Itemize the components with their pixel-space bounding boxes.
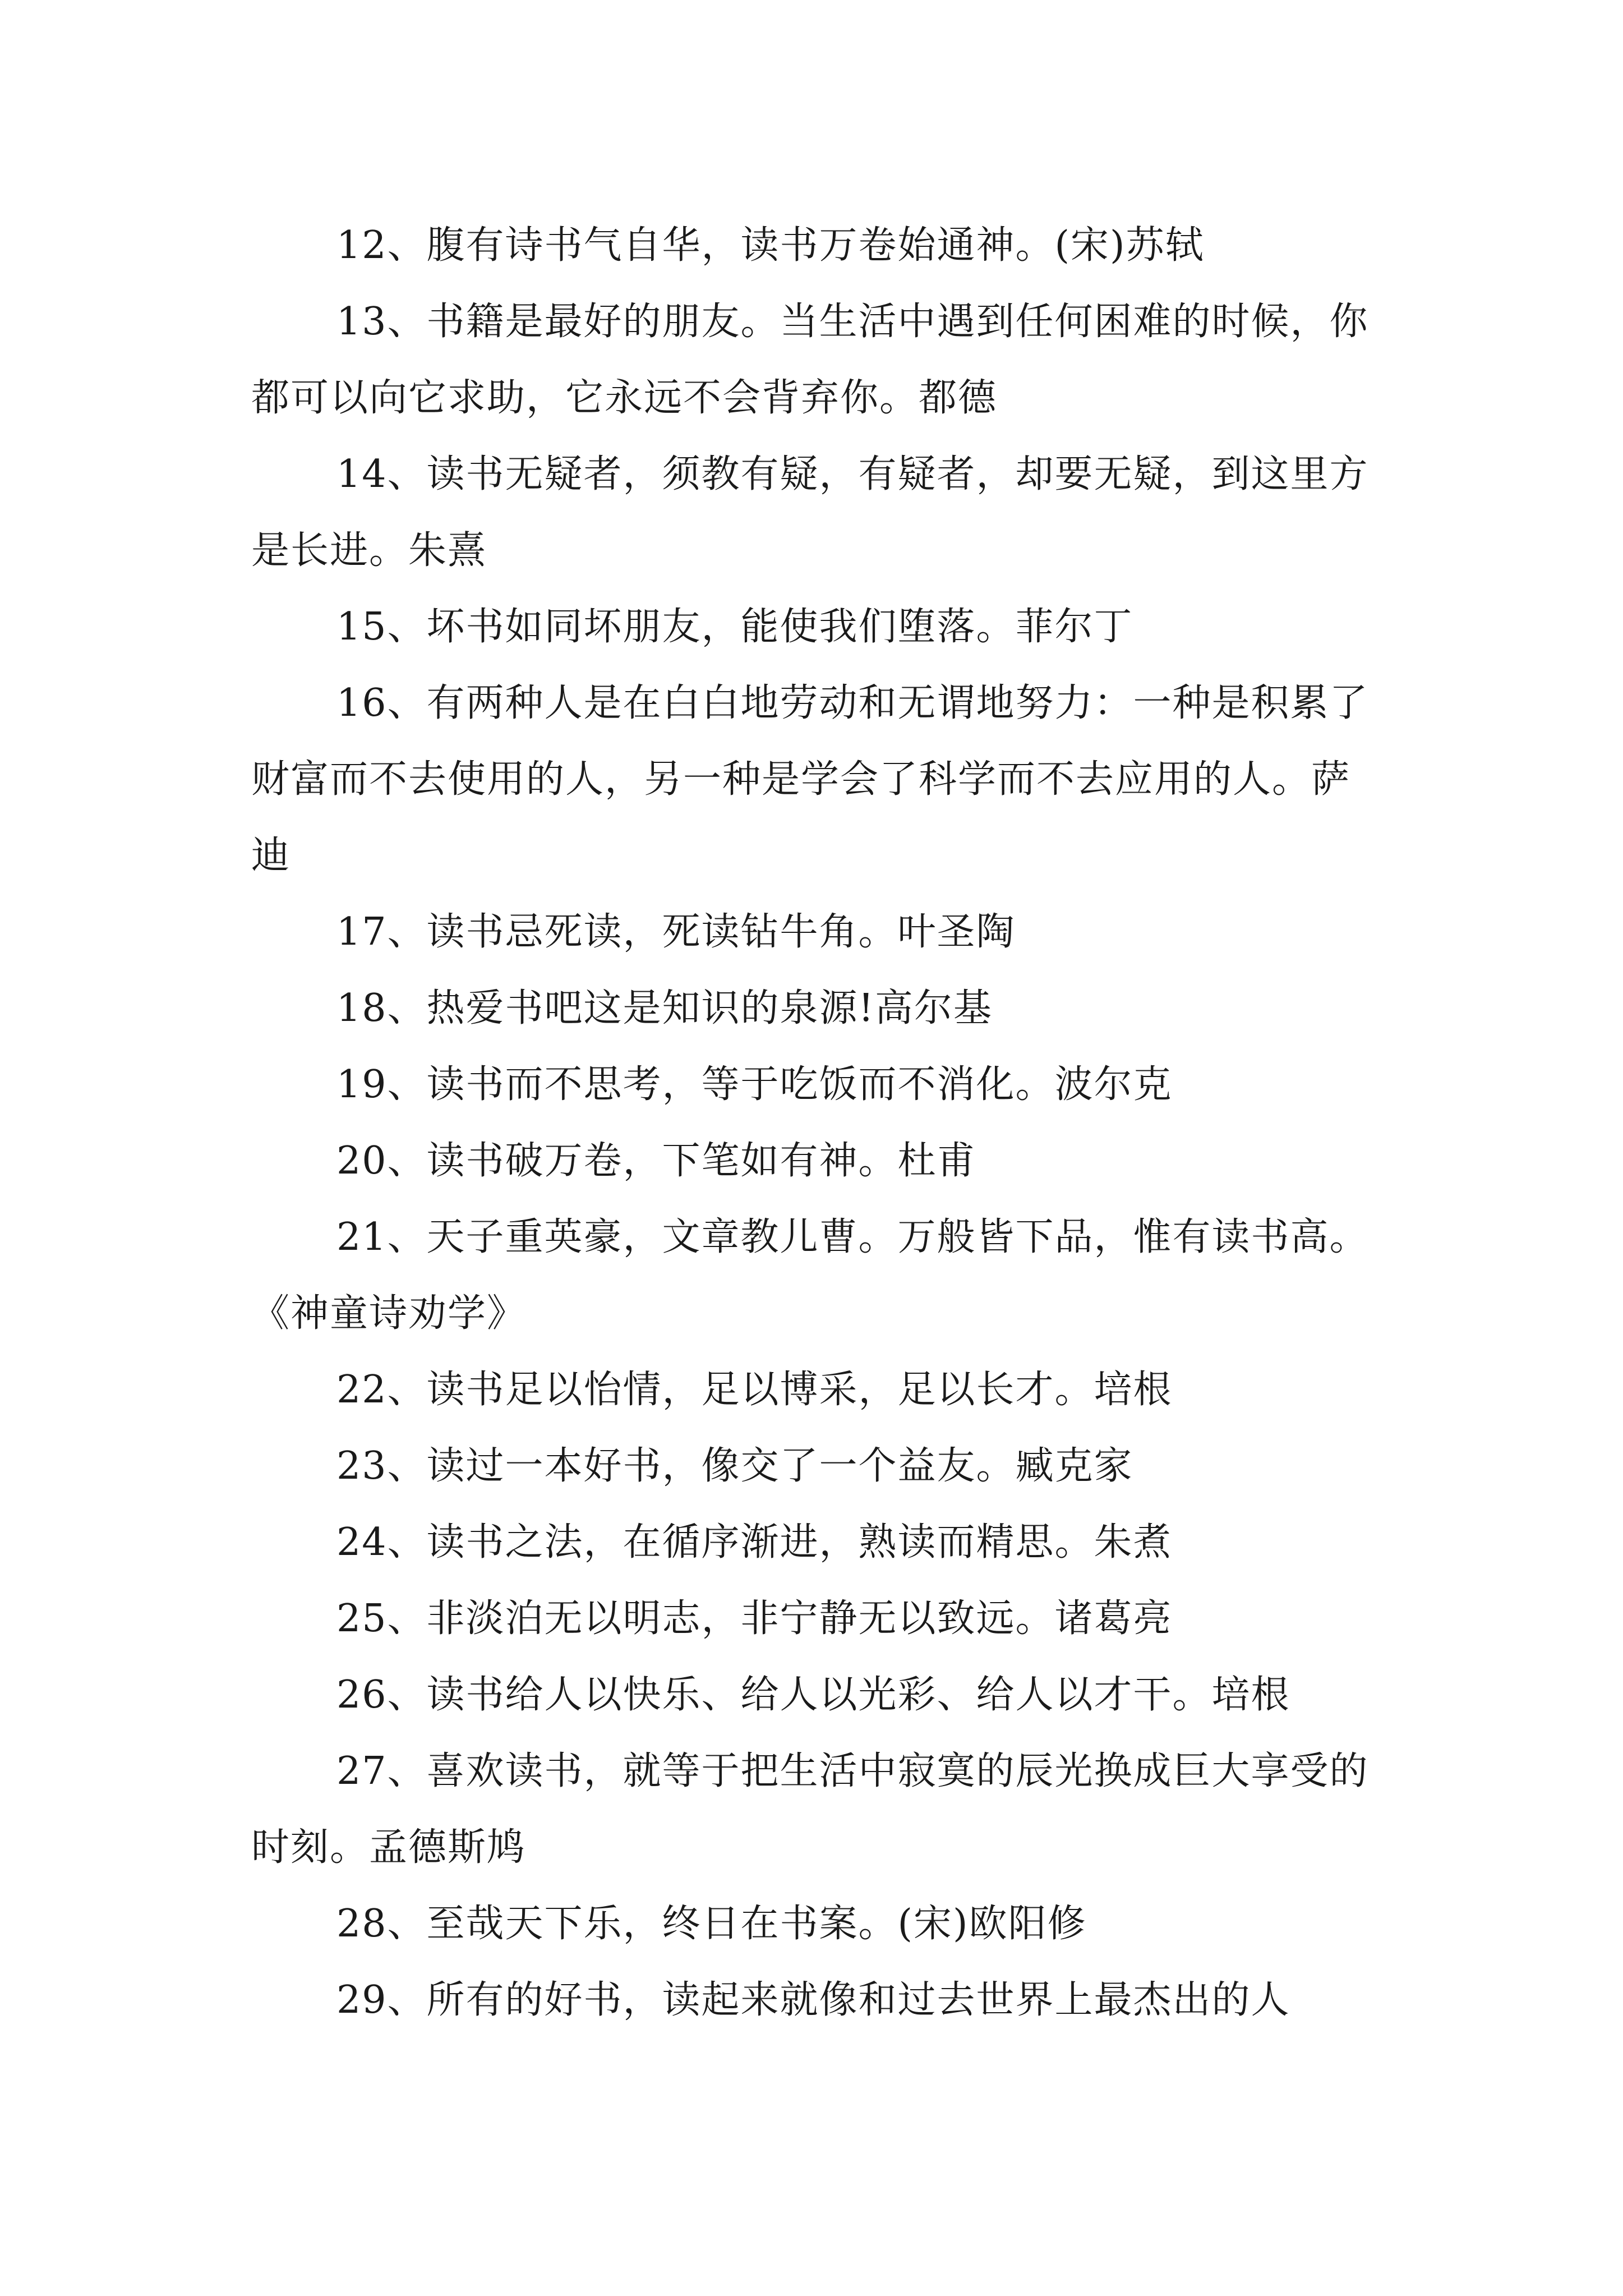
quote-27: 27、喜欢读书，就等于把生活中寂寞的辰光换成巨大享受的时刻。孟德斯鸠 bbox=[251, 1749, 1369, 1870]
quote-12: 12、腹有诗书气自华，读书万卷始通神。(宋)苏轼 bbox=[336, 223, 1205, 268]
quote-14: 14、读书无疑者，须教有疑，有疑者，却要无疑，到这里方是长进。朱熹 bbox=[251, 452, 1369, 573]
quote-16: 16、有两种人是在白白地劳动和无谓地努力：一种是积累了财富而不去使用的人，另一种是学会了科学而不去应用的人。萨迪 bbox=[251, 681, 1369, 878]
quote-18: 18、热爱书吧这是知识的泉源!高尔基 bbox=[336, 986, 993, 1030]
quote-23: 23、读过一本好书，像交了一个益友。臧克家 bbox=[336, 1444, 1133, 1488]
quote-13: 13、书籍是最好的朋友。当生活中遇到任何困难的时候，你都可以向它求助，它永远不会背弃你。都德 bbox=[251, 300, 1369, 420]
quote-28: 28、至哉天下乐，终日在书案。(宋)欧阳修 bbox=[336, 1902, 1087, 1946]
quote-24: 24、读书之法，在循序渐进，熟读而精思。朱煮 bbox=[336, 1520, 1173, 1565]
quote-26: 26、读书给人以快乐、给人以光彩、给人以才干。培根 bbox=[336, 1673, 1290, 1717]
quote-17: 17、读书忌死读，死读钻牛角。叶圣陶 bbox=[336, 910, 1016, 954]
quote-21: 21、天子重英豪，文章教儿曹。万般皆下品，惟有读书高。《神童诗劝学》 bbox=[251, 1215, 1369, 1336]
quote-25: 25、非淡泊无以明志，非宁静无以致远。诸葛亮 bbox=[336, 1596, 1173, 1641]
quote-29: 29、所有的好书，读起来就像和过去世界上最杰出的人 bbox=[336, 1978, 1290, 2022]
quote-20: 20、读书破万卷，下笔如有神。杜甫 bbox=[336, 1139, 976, 1183]
quote-15: 15、坏书如同坏朋友，能使我们堕落。菲尔丁 bbox=[336, 605, 1133, 649]
quote-22: 22、读书足以怡情，足以博采，足以长才。培根 bbox=[336, 1368, 1173, 1412]
quote-19: 19、读书而不思考，等于吃饭而不消化。波尔克 bbox=[336, 1062, 1173, 1107]
document-page bbox=[251, 208, 1378, 2039]
